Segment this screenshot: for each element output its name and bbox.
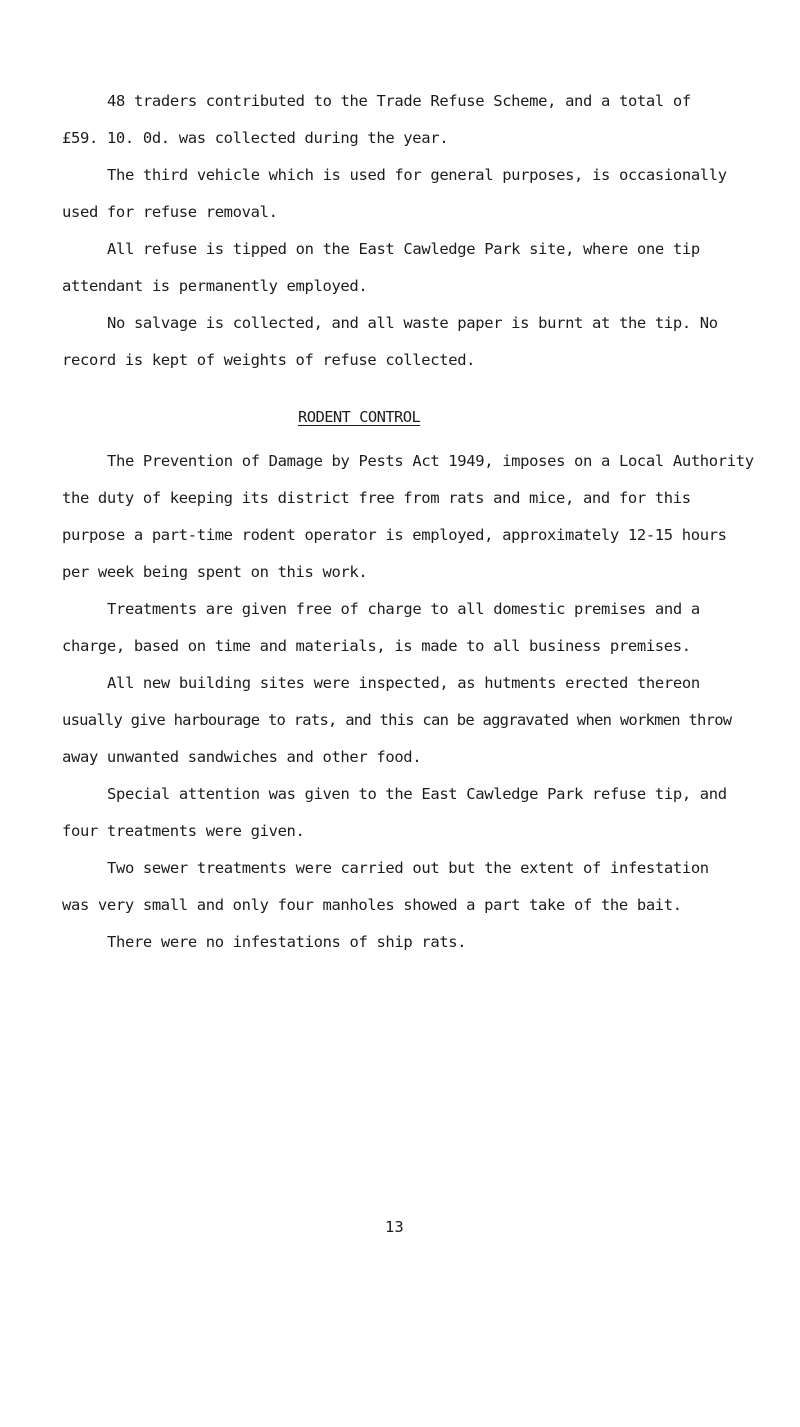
- paragraph-line: All new building sites were inspected, as hutments erected thereon: [107, 674, 700, 692]
- paragraph-line: was very small and only four manholes showed a part take of the bait.: [62, 896, 682, 914]
- paragraph-line: away unwanted sandwiches and other food.: [62, 748, 422, 766]
- paragraph-line: Treatments are given free of charge to all domestic premises and a: [107, 600, 700, 618]
- paragraph-line: attendant is permanently employed.: [62, 277, 368, 295]
- paragraph-line: per week being spent on this work.: [62, 563, 368, 581]
- paragraph-line: No salvage is collected, and all waste paper is burnt at the tip. No: [107, 314, 718, 332]
- paragraph-line: £59. 10. 0d. was collected during the year.: [62, 129, 449, 147]
- page-number: 13: [385, 1218, 404, 1236]
- paragraph-line: used for refuse removal.: [62, 203, 278, 221]
- paragraph-line: There were no infestations of ship rats.: [107, 933, 467, 951]
- paragraph-line: Two sewer treatments were carried out but the extent of infestation: [107, 859, 709, 877]
- paragraph-line: The Prevention of Damage by Pests Act 1949, imposes on a Local Authority: [107, 452, 754, 470]
- section-heading: RODENT CONTROL: [298, 408, 421, 426]
- paragraph-line: usually give harbourage to rats, and this can be aggravated when workmen throw: [62, 711, 732, 729]
- paragraph-line: the duty of keeping its district free from rats and mice, and for this: [62, 489, 691, 507]
- paragraph-line: All refuse is tipped on the East Cawledge Park site, where one tip: [107, 240, 700, 258]
- paragraph-line: four treatments were given.: [62, 822, 305, 840]
- paragraph-line: record is kept of weights of refuse collected.: [62, 351, 476, 369]
- paragraph-line: charge, based on time and materials, is made to all business premises.: [62, 637, 691, 655]
- paragraph-line: The third vehicle which is used for general purposes, is occasionally: [107, 166, 727, 184]
- paragraph-line: purpose a part-time rodent operator is employed, approximately 12-15 hours: [62, 526, 727, 544]
- paragraph-line: Special attention was given to the East Cawledge Park refuse tip, and: [107, 785, 727, 803]
- paragraph-line: 48 traders contributed to the Trade Refuse Scheme, and a total of: [107, 92, 691, 110]
